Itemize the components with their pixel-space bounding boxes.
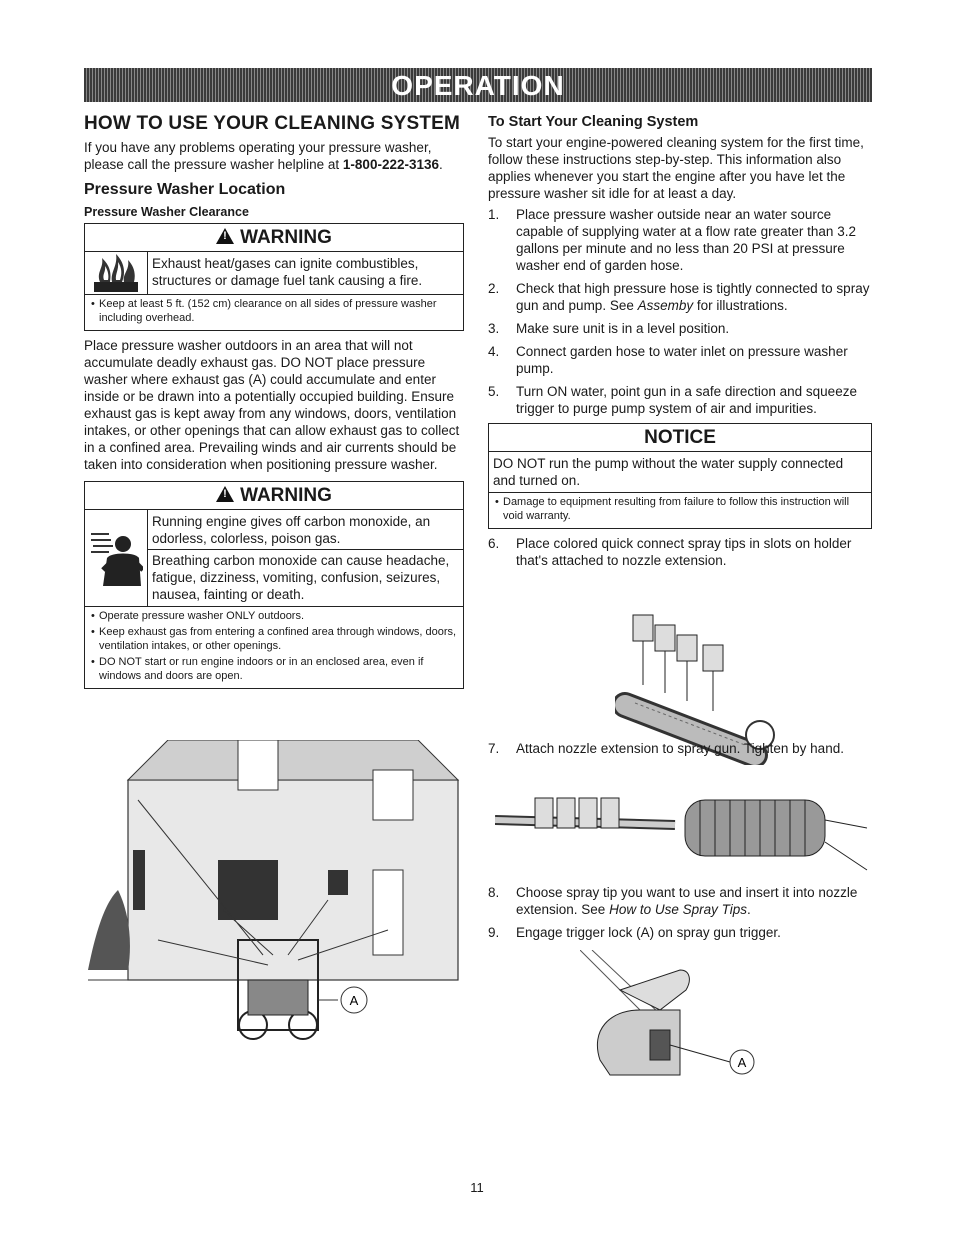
helpline-phone: 1-800-222-3136 [342,157,439,172]
step-text [516,884,872,918]
co-warning-bullets [85,607,463,688]
step-number: 1. [488,207,500,222]
notice-title: NOTICE [489,424,871,452]
start-heading: To Start Your Cleaning System [488,114,699,130]
warning-title-text: WARNING [240,227,332,248]
list-item [488,206,872,274]
step-text: Attach nozzle extension to spray gun. Tighten by hand. [516,741,844,756]
step-number: 3. [488,321,500,336]
house-illustration [88,740,468,1050]
steps-8-9 [488,884,872,941]
step-number: 7. [488,741,500,756]
notice-bullets [489,493,871,528]
step-text-part: . [747,902,751,917]
step7-list [488,740,872,757]
step-number: 4. [488,344,500,359]
step-text: Turn ON water, point gun in a safe direction and squeeze trigger to purge pump system of air and impurities. [516,384,857,416]
spray-gun-illustration [580,950,780,1080]
location-body: Place pressure washer outdoors in an area that will not accumulate deadly exhaust gas. DO NOT place pressure washer where exhaust gas (A) could accumulate and enter inside or be drawn into a potentially occupied building. Ensure exhaust gas is kept away from any windows, doors, ventilation intakes, or other openings that can allow exhaust gas to collect in a confined area. Prevailing winds and air currents should be taken into consideration when positioning pressure washer. [84,338,460,472]
toxic-gas-icon [85,510,148,606]
step-ref: Assemby [637,298,694,313]
list-item [488,884,872,918]
warning-title [85,224,463,252]
helpline-end: . [439,157,443,172]
step-text: Place pressure washer outside near an water source capable of supplying water at a flow rate greater than 3.2 gallons per minute and no less than 20 PSI at pressure washer end of garden hose. [516,207,856,273]
clearance-heading: Pressure Washer Clearance [84,205,249,219]
notice-text: DO NOT run the pump without the water supply connected and turned on. [489,452,871,493]
fire-warning-bullets [85,295,463,330]
step-ref: How to Use Spray Tips [609,902,748,917]
page-heading: HOW TO USE YOUR CLEANING SYSTEM [84,113,461,134]
right-column [488,110,872,575]
co-warning-line2: Breathing carbon monoxide can cause headache, fatigue, dizziness, vomiting, confusion, seizures, nausea, fainting or death. [148,549,463,603]
list-item [488,280,872,314]
step-number: 5. [488,384,500,399]
step-number: 2. [488,281,500,296]
list-item [488,740,872,757]
start-steps [488,206,872,417]
step7-container [488,740,872,763]
warning-row [85,252,463,295]
steps-8-9-container [488,884,872,947]
step-text: Make sure unit is in a level position. [516,321,730,336]
list-item [488,383,872,417]
alert-icon [216,228,234,244]
co-warning-line1: Running engine gives off carbon monoxide, an odorless, colorless, poison gas. [152,514,431,546]
banner-title: OPERATION [391,70,565,101]
step-number: 8. [488,885,500,900]
location-heading: Pressure Washer Location [84,181,286,198]
step-text: Connect garden hose to water inlet on pressure washer pump. [516,344,848,376]
step-text: Place colored quick connect spray tips in slots on holder that's attached to nozzle extension. [516,536,852,568]
page-number: 11 [470,1180,484,1195]
step-text-part: for illustrations. [693,298,788,313]
fire-warning-box [84,223,464,331]
list-item: • Keep exhaust gas from entering a confined area through windows, doors, ventilation intakes, or other openings. [91,625,457,653]
warning-title [85,482,463,510]
left-column [84,110,464,695]
callout-a-label: A [349,993,359,1008]
step-text [516,280,872,314]
list-item: • Keep at least 5 ft. (152 cm) clearance on all sides of pressure washer including overhead. [91,297,457,325]
helpline-text: If you have any problems operating your pressure washer, please call the pressure washer helpline at [84,140,432,172]
list-item: • Damage to equipment resulting from failure to follow this instruction will void warranty. [495,495,865,523]
notice-box [488,423,872,529]
alert-icon [216,486,234,502]
helpline-paragraph [84,139,464,173]
list-item [488,320,872,337]
step-text-part: Choose spray tip you want to use and insert it into nozzle extension. See [516,885,858,917]
warning-row [85,510,463,607]
step-text: Engage trigger lock (A) on spray gun trigger. [516,925,781,940]
steps-continued [488,535,872,569]
fire-icon [85,252,148,294]
callout-a-label: A [737,1055,747,1070]
fire-warning-text: Exhaust heat/gases can ignite combustibles, structures or damage fuel tank causing a fire. [152,256,423,288]
section-banner [84,68,872,102]
nozzle-extension-illustration [495,770,870,880]
warning-title-text: WARNING [240,485,332,506]
list-item [488,924,872,941]
list-item: • DO NOT start or run engine indoors or in an enclosed area, even if windows and doors are open. [91,655,457,683]
step-text-part: Check that high pressure hose is tightly connected to spray gun and pump. See [516,281,870,313]
start-intro: To start your engine-powered cleaning system for the first time, follow these instructions step-by-step. This information also applies whenever you start the engine after you have let the pressure washer sit idle for at least a day. [488,135,864,201]
list-item [488,535,872,569]
co-warning-box [84,481,464,689]
list-item [488,343,872,377]
co-warning-text [148,510,463,606]
list-item: • Operate pressure washer ONLY outdoors. [91,609,457,623]
step-number: 9. [488,925,500,940]
step-number: 6. [488,536,500,551]
